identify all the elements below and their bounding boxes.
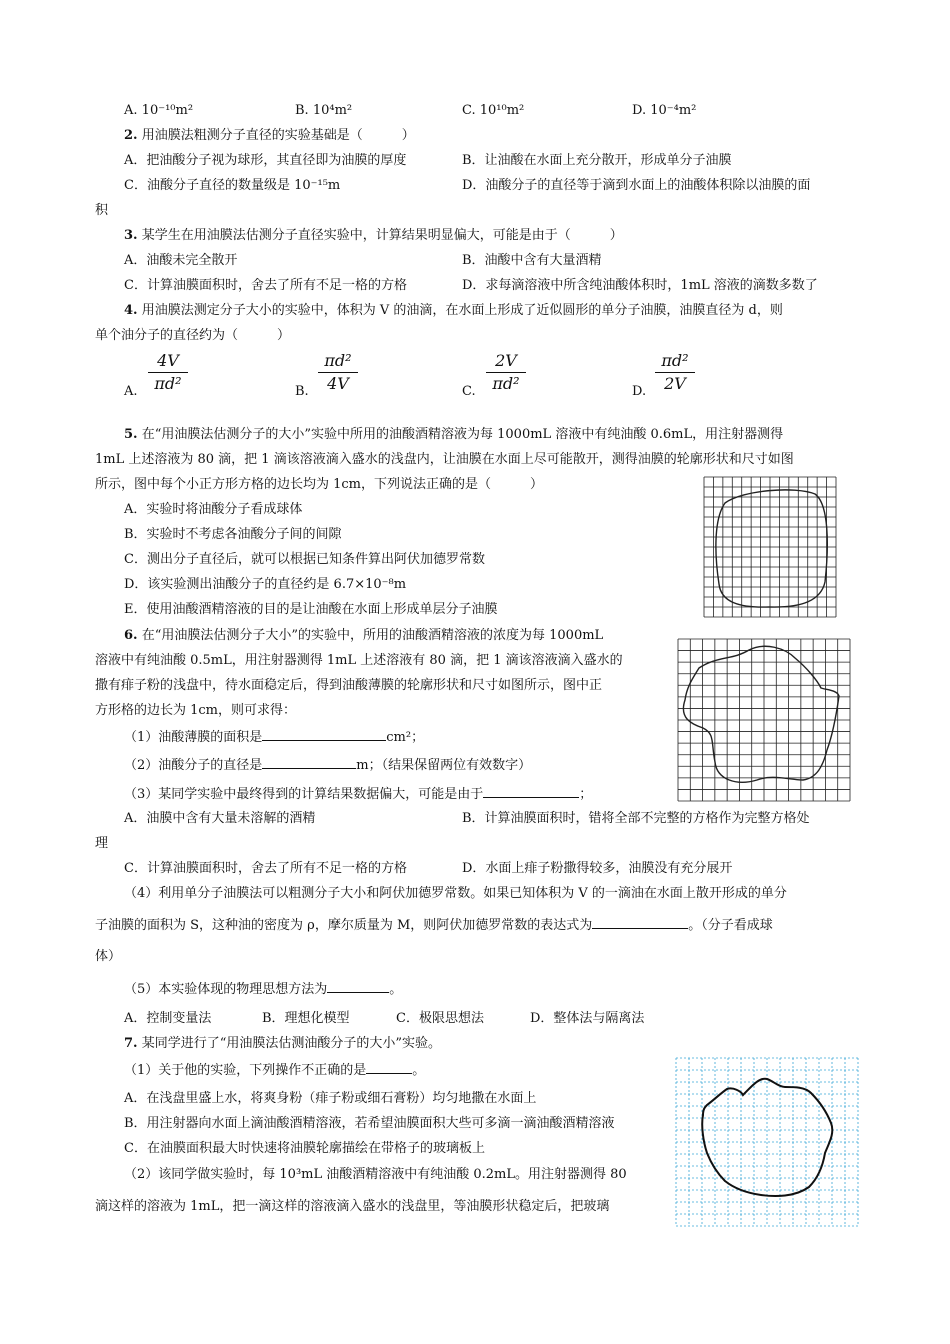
q4-stem-cont: 单个油分子的直径约为（ ） <box>95 328 291 343</box>
q6-part-3: （3）某同学实验中最终得到的计算结果数据偏大，可能是由于 ； <box>124 784 592 805</box>
q4-option-c-letter: C. <box>462 384 476 399</box>
q6-part-2: （2）油酸分子的直径是 m；（结果保留两位有效数字） <box>124 755 531 776</box>
q5-option-e: E．使用油酸酒精溶液的目的是让油酸在水面上形成单层分子油膜 <box>124 602 498 617</box>
q5-option-a: A．实验时将油酸分子看成球体 <box>124 502 303 517</box>
q4-option-a-letter: A. <box>124 384 138 399</box>
q7-option-b: B．用注射器向水面上滴油酸酒精溶液，若希望油膜面积大些可多滴一滴油酸酒精溶液 <box>124 1116 615 1131</box>
q2-option-d: D．油酸分子的直径等于滴到水面上的油酸体积除以油膜的面 <box>462 178 811 193</box>
q2-option-c: C．油酸分子直径的数量级是 10⁻¹⁵m <box>124 178 341 193</box>
oil-film-outline <box>683 646 839 782</box>
q6-part-5-option-c: C．极限思想法 <box>396 1011 484 1026</box>
q7-stem: 7. 某同学进行了“用油膜法估测油酸分子的大小”实验。 <box>124 1036 442 1051</box>
q6-part-4-line-3: 体） <box>95 949 122 964</box>
q1-option-c: C. 10¹⁰m² <box>462 103 525 118</box>
q6-part-5-option-d: D．整体法与隔离法 <box>530 1011 645 1026</box>
q3-option-c: C．计算油膜面积时，舍去了所有不足一格的方格 <box>124 278 407 293</box>
q7-option-a: A．在浅盘里盛上水，将爽身粉（痱子粉或细石膏粉）均匀地撒在水面上 <box>124 1091 537 1106</box>
q4-option-b-fraction: $\frac{\text{πd²}}{4V}$ <box>318 350 358 395</box>
q6-line-2: 溶液中有纯油酸 0.5mL，用注射器测得 1mL 上述溶液有 80 滴，把 1 滴该溶液滴入盛水的 <box>95 653 623 668</box>
q4-option-a-fraction: $\frac{4V}{\text{πd²}}$ <box>148 350 188 395</box>
q6-part-5-option-a: A．控制变量法 <box>124 1011 212 1026</box>
q6-part-5-option-b: B．理想化模型 <box>262 1011 350 1026</box>
q3-stem: 3. 某学生在用油膜法估测分子直径实验中，计算结果明显偏大，可能是由于（ ） <box>124 228 623 243</box>
q6-part-3-option-d: D．水面上痱子粉撒得较多，油膜没有充分展开 <box>462 861 733 876</box>
q5-line-1: 5. 在“用油膜法估测分子的大小”实验中所用的油酸酒精溶液为每 1000mL 溶液中有纯油酸 0.6mL，用注射器测得 <box>124 427 784 442</box>
q7-part-1: （1）关于他的实验，下列操作不正确的是 。 <box>124 1060 425 1081</box>
q1-option-b: B. 10⁴m² <box>295 103 353 118</box>
q7-oil-film-figure <box>675 1057 859 1227</box>
q6-part-3-option-c: C．计算油膜面积时，舍去了所有不足一格的方格 <box>124 861 407 876</box>
q5-option-b: B．实验时不考虑各油酸分子间的间隙 <box>124 527 342 542</box>
q4-option-b-letter: B. <box>295 384 309 399</box>
q6-line-3: 撒有痱子粉的浅盘中，待水面稳定后，得到油酸薄膜的轮廓形状和尺寸如图所示，图中正 <box>95 678 603 693</box>
q6-line-1: 6. 在“用油膜法估测分子大小”的实验中，所用的油酸酒精溶液的浓度为每 1000mL <box>124 628 604 643</box>
q6-part-3-option-a: A．油膜中含有大量未溶解的酒精 <box>124 811 316 826</box>
q3-option-d: D．求每滴溶液中所含纯油酸体积时，1mL 溶液的滴数多数了 <box>462 278 818 293</box>
q5-option-d: D．该实验测出油酸分子的直径约是 6.7×10⁻⁸m <box>124 577 407 592</box>
q3-option-a: A．油酸未完全散开 <box>124 253 238 268</box>
q6-oil-film-figure <box>677 638 852 803</box>
q7-option-c: C．在油膜面积最大时快速将油膜轮廓描绘在带格子的玻璃板上 <box>124 1141 485 1156</box>
q6-part-5: （5）本实验体现的物理思想方法为 。 <box>124 979 402 1000</box>
q4-stem: 4. 用油膜法测定分子大小的实验中，体积为 V 的油滴，在水面上形成了近似圆形的单分子油膜，油膜直径为 d，则 <box>124 303 783 318</box>
q6-part-3-option-b: B．计算油膜面积时，错将全部不完整的方格作为完整方格处 <box>462 811 810 826</box>
q4-option-d-letter: D. <box>632 384 647 399</box>
q7-part-2-line-1: （2）该同学做实验时，每 10³mL 油酸酒精溶液中有纯油酸 0.2mL。用注射器测得 80 <box>124 1167 627 1182</box>
q1-option-d: D. 10⁻⁴m² <box>632 103 697 118</box>
q6-part-1: （1）油酸薄膜的面积是 cm²； <box>124 727 424 748</box>
q1-option-a: A. 10⁻¹⁰m² <box>124 103 194 118</box>
q6-part-4-line-1: （4）利用单分子油膜法可以粗测分子大小和阿伏加德罗常数。如果已知体积为 V 的一滴油在水面上散开形成的单分 <box>124 886 787 901</box>
q2-option-b: B．让油酸在水面上充分散开，形成单分子油膜 <box>462 153 732 168</box>
q7-part-2-line-2: 滴这样的溶液为 1mL，把一滴这样的溶液滴入盛水的浅盘里，等油膜形状稳定后，把玻璃 <box>95 1199 610 1214</box>
q3-option-b: B．油酸中含有大量酒精 <box>462 253 602 268</box>
q6-part-3-option-b-cont: 理 <box>95 836 109 851</box>
q4-option-c-fraction: $\frac{2V}{\text{πd²}}$ <box>486 350 526 395</box>
q6-line-4: 方形格的边长为 1cm，则可求得： <box>95 703 297 718</box>
q5-line-2: 1mL 上述溶液为 80 滴，把 1 滴该溶液滴入盛水的浅盘内，让油膜在水面上尽可能散开，测得油膜的轮廓形状和尺寸如图 <box>95 452 794 467</box>
q5-option-c: C．测出分子直径后，就可以根据已知条件算出阿伏加德罗常数 <box>124 552 485 567</box>
q5-oil-film-figure <box>703 476 837 618</box>
q2-stem: 2. 用油膜法粗测分子直径的实验基础是（ ） <box>124 128 415 143</box>
q6-part-4-line-2: 子油膜的面积为 S，这种油的密度为 ρ，摩尔质量为 M，则阿伏加德罗常数的表达式为 。（分子看成球 <box>95 915 773 936</box>
q2-option-d-cont: 积 <box>95 203 109 218</box>
q4-option-d-fraction: $\frac{\text{πd²}}{2V}$ <box>655 350 695 395</box>
q5-line-3: 所示，图中每个小正方形方格的边长均为 1cm，下列说法正确的是（ ） <box>95 477 544 492</box>
q2-option-a: A．把油酸分子视为球形，其直径即为油膜的厚度 <box>124 153 407 168</box>
